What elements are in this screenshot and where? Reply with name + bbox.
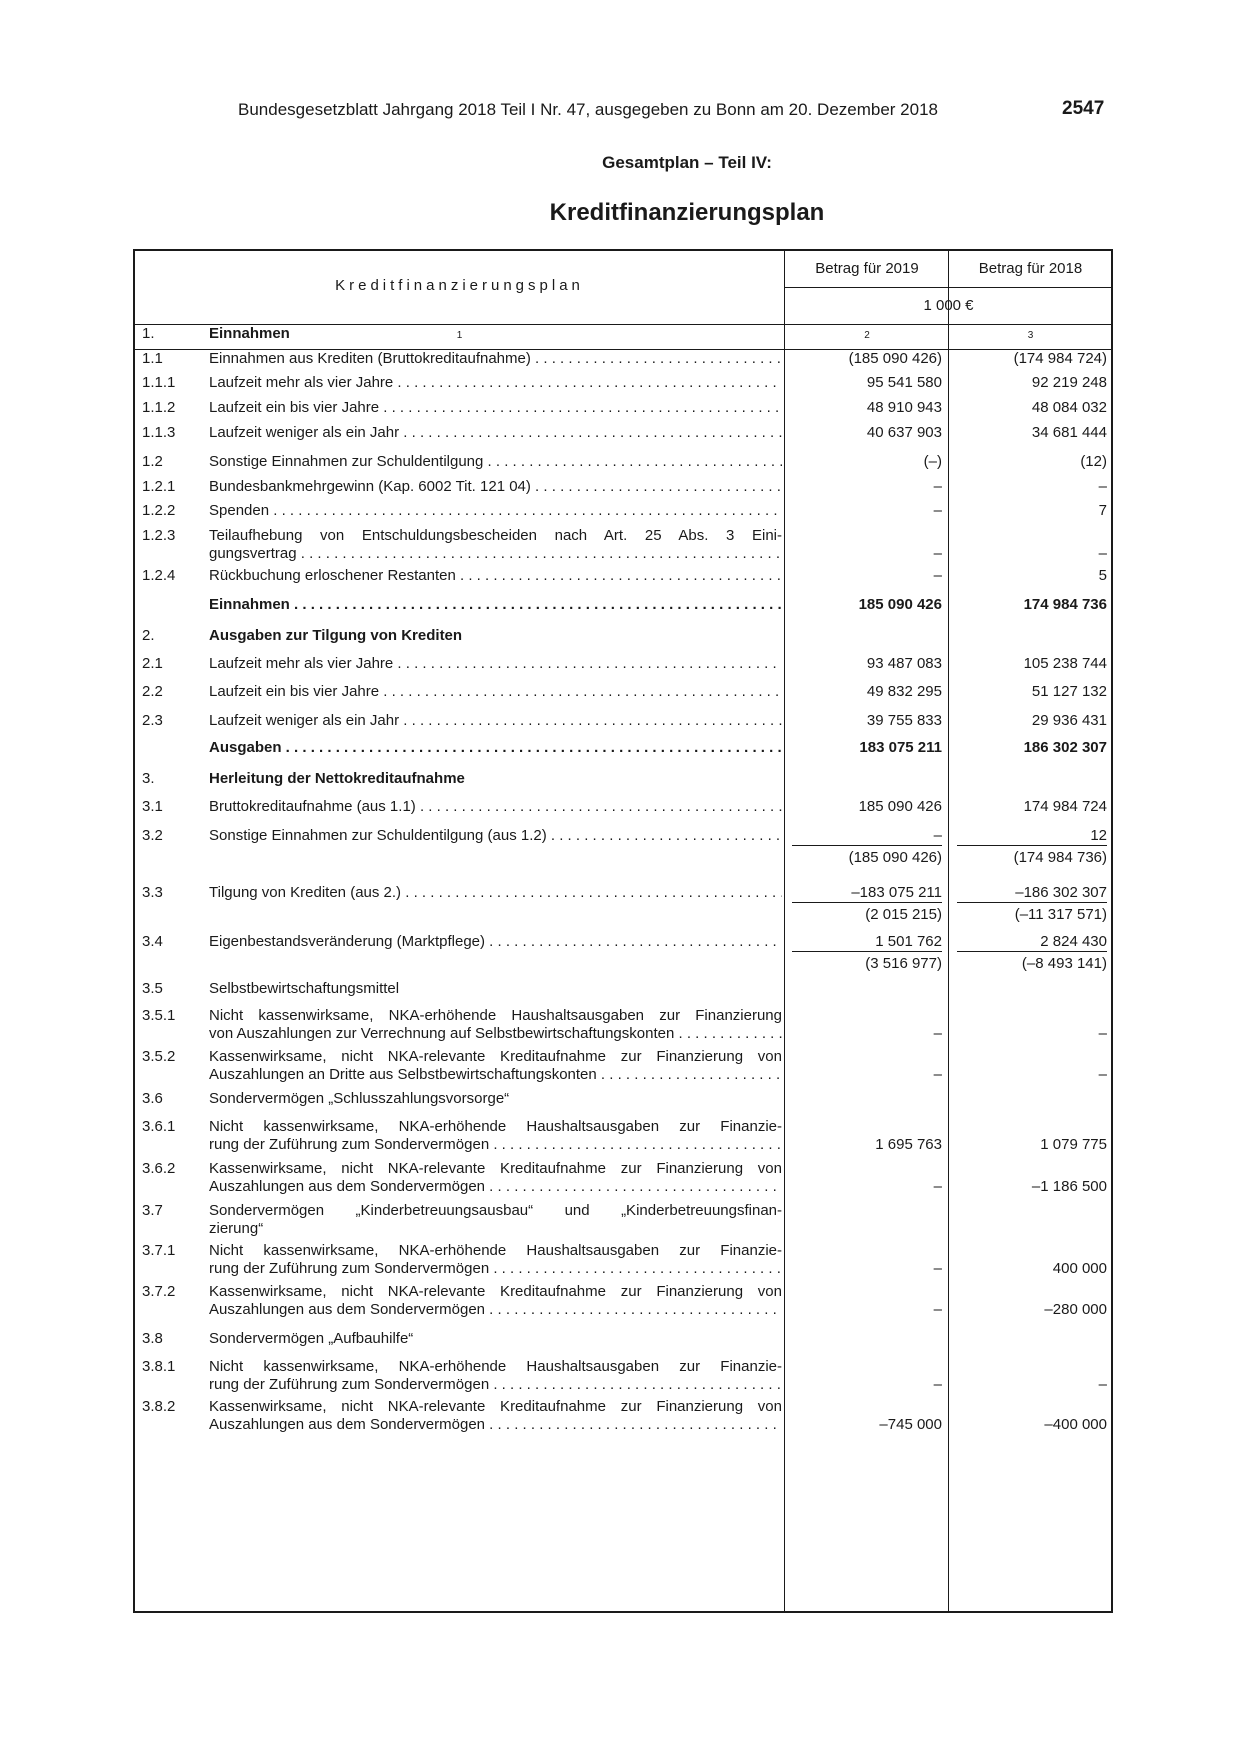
amount-2018: 186 302 307 [1023,739,1107,756]
row-number: 3.7.2 [142,1283,176,1300]
row-label-text: Auszahlungen aus dem Sondervermögen [209,1416,486,1433]
row-number: 1. [142,325,155,342]
row-number: 3.5.1 [142,1007,176,1024]
amount-2018: (174 984 724) [1013,350,1107,367]
row-number: 3.6 [142,1090,163,1107]
row-label-text: Bundesbankmehrgewinn (Kap. 6002 Tit. 121 04) [209,478,531,495]
row-label-text: Laufzeit ein bis vier Jahre [209,399,380,416]
row-number: 3.5.2 [142,1048,176,1065]
row-label [209,739,782,757]
amount-2019: – [933,1376,942,1393]
row-label-text: Sonstige Einnahmen zur Schuldentilgung [209,453,484,470]
row-label-text: Sondervermögen „Aufbauhilfe“ [209,1330,414,1347]
amount-2018: – [1098,545,1107,562]
row-label-text: Ausgaben [209,739,282,756]
amount-2019: – [933,545,942,562]
row-label [209,798,782,816]
row-label [209,596,782,614]
row-number: 2.1 [142,655,163,672]
row-label [209,1283,782,1319]
row-label [209,502,782,520]
row-label-text: Selbstbewirtschaftungsmittel [209,980,400,997]
amount-2019: 1 501 762 [789,933,942,952]
row-label-text: rung der Zuführung zum Sondervermögen [209,1260,490,1277]
row-label [209,1242,782,1278]
subtotal-2019: (185 090 426) [848,849,942,866]
amount-2018: – [1098,478,1107,495]
row-label-text: Laufzeit mehr als vier Jahre [209,655,394,672]
col-num-3: 3 [1027,330,1034,341]
row-label-text: Bruttokreditaufnahme (aus 1.1) [209,798,416,815]
row-label [209,1118,782,1154]
amount-2019: –183 075 211 [789,884,942,903]
amount-2019: 95 541 580 [866,374,942,391]
amount-2019: 185 090 426 [858,798,942,815]
amount-2018: – [1098,1376,1107,1393]
row-label [209,827,782,845]
amount-2019: 49 832 295 [866,683,942,700]
row-number: 2.3 [142,712,163,729]
row-label [209,1358,782,1394]
amount-2018: –186 302 307 [953,884,1107,903]
row-label [209,374,782,392]
row-label-line1: Nicht kassenwirksame, NKA-erhöhende Haushaltsausgaben zur Finanzie- [209,1358,782,1375]
amount-2019: 185 090 426 [858,596,942,613]
row-label [209,527,782,563]
col-divider-1 [784,251,785,1611]
row-label [209,683,782,701]
row-number: 1.1.3 [142,424,176,441]
amount-2019: – [933,502,942,519]
row-number: 1.1.2 [142,399,176,416]
row-label-line1: Teilaufhebung von Entschuldungsbescheiden nach Art. 25 Abs. 3 Eini- [209,527,782,544]
row-label-text: Eigenbestandsveränderung (Marktpflege) [209,933,485,950]
row-label-line1: Sondervermögen „Kinderbetreuungsausbau“ und „Kinderbetreuungsfinan- [209,1202,782,1219]
table-head-label: Kreditfinanzierungsplan [335,277,584,294]
row-label [209,424,782,442]
amount-2018: 92 219 248 [1031,374,1107,391]
amount-2018: 174 984 736 [1023,596,1107,613]
row-label [209,1202,782,1238]
row-label [209,980,782,998]
amount-2018: 5 [1098,567,1107,584]
row-label-text: zierung“ [209,1220,264,1237]
row-label-text: Einnahmen aus Krediten (Bruttokreditaufnahme) [209,350,531,367]
amount-2019: – [933,1066,942,1083]
subtotal-2019: (3 516 977) [865,955,942,972]
row-number: 2.2 [142,683,163,700]
running-header: Bundesgesetzblatt Jahrgang 2018 Teil I Nr. 47, ausgegeben zu Bonn am 20. Dezember 2018 [238,100,938,119]
amount-2018: –280 000 [1044,1301,1107,1318]
row-label [209,655,782,673]
row-label-text: Sonstige Einnahmen zur Schuldentilgung (aus 1.2) [209,827,547,844]
amount-2019: 48 910 943 [866,399,942,416]
row-label [209,1398,782,1434]
row-number: 1.2.3 [142,527,176,544]
row-number: 1.1 [142,350,163,367]
unit-label: 1 000 € [923,297,974,314]
row-label-line1: Nicht kassenwirksame, NKA-erhöhende Haushaltsausgaben zur Finanzie- [209,1242,782,1259]
amount-2019: (–) [923,453,942,470]
row-label-text: Auszahlungen an Dritte aus Selbstbewirtschaftungskonten [209,1066,597,1083]
row-label-line1: Kassenwirksame, nicht NKA-relevante Kreditaufnahme zur Finanzierung von [209,1283,782,1300]
row-label-text: Auszahlungen aus dem Sondervermögen [209,1178,486,1195]
amount-2018: 51 127 132 [1031,683,1107,700]
row-label [209,933,782,951]
row-label [209,884,782,902]
page-number: 2547 [1062,98,1105,119]
amount-2018: 2 824 430 [953,933,1107,952]
row-label-text: rung der Zuführung zum Sondervermögen [209,1136,490,1153]
header-divider-amount [784,287,1111,288]
subtotal-2019: (2 015 215) [865,906,942,923]
amount-2019: – [933,567,942,584]
row-number: 1.2.2 [142,502,176,519]
row-label-text: von Auszahlungen zur Verrechnung auf Selbstbewirtschaftungskonten [209,1025,675,1042]
col-head-2019: Betrag für 2019 [815,260,919,277]
row-label-line1: Nicht kassenwirksame, NKA-erhöhende Haushaltsausgaben zur Finanzierung [209,1007,782,1024]
row-label [209,478,782,496]
row-number: 3.8.2 [142,1398,176,1415]
amount-2018: 48 084 032 [1031,399,1107,416]
row-label [209,712,782,730]
row-label [209,399,782,417]
row-number: 3.4 [142,933,163,950]
row-number: 3.7.1 [142,1242,176,1259]
row-number: 3.6.1 [142,1118,176,1135]
row-number: 1.1.1 [142,374,176,391]
amount-2019: 183 075 211 [859,739,942,756]
row-number: 3.3 [142,884,163,901]
row-label-text: rung der Zuführung zum Sondervermögen [209,1376,490,1393]
row-label [209,1048,782,1084]
subtitle: Gesamtplan – Teil IV: [602,153,772,172]
row-label [209,350,782,368]
row-number: 3.1 [142,798,163,815]
amount-2019: – [933,1178,942,1195]
row-number: 3.2 [142,827,163,844]
amount-2018: 105 238 744 [1023,655,1107,672]
row-label-text: Einnahmen [209,325,290,342]
amount-2019: 39 755 833 [866,712,942,729]
row-label-text: Laufzeit weniger als ein Jahr [209,712,400,729]
amount-2018: 29 936 431 [1031,712,1107,729]
amount-2018: 12 [953,827,1107,846]
row-label [209,770,782,788]
row-label-line1: Kassenwirksame, nicht NKA-relevante Kreditaufnahme zur Finanzierung von [209,1048,782,1065]
amount-2019: 93 487 083 [866,655,942,672]
row-label-text: Einnahmen [209,596,290,613]
row-label [209,325,782,343]
row-label-line1: Kassenwirksame, nicht NKA-relevante Kreditaufnahme zur Finanzierung von [209,1398,782,1415]
row-label-line1: Nicht kassenwirksame, NKA-erhöhende Haushaltsausgaben zur Finanzie- [209,1118,782,1135]
row-number: 3.7 [142,1202,163,1219]
amount-2018: 7 [1098,502,1107,519]
amount-2018: 1 079 775 [1040,1136,1107,1153]
amount-2018: (12) [1080,453,1107,470]
row-label-text: Rückbuchung erloschener Restanten [209,567,456,584]
row-label-text: Laufzeit ein bis vier Jahre [209,683,380,700]
row-number: 3.6.2 [142,1160,176,1177]
row-number: 3.8 [142,1330,163,1347]
col-num-2: 2 [864,330,870,341]
row-label [209,1160,782,1196]
amount-2019: – [933,1260,942,1277]
subtotal-2018: (–8 493 141) [1021,955,1107,972]
row-number: 2. [142,627,155,644]
row-label [209,1007,782,1043]
subtotal-2018: (174 984 736) [1013,849,1107,866]
row-label-line1: Kassenwirksame, nicht NKA-relevante Kreditaufnahme zur Finanzierung von [209,1160,782,1177]
row-number: 3.8.1 [142,1358,176,1375]
row-number: 1.2.1 [142,478,176,495]
amount-2018: –1 186 500 [1031,1178,1107,1195]
row-label-text: Spenden [209,502,270,519]
row-label-text: Ausgaben zur Tilgung von Krediten [209,627,463,644]
page-title: Kreditfinanzierungsplan [549,199,825,226]
amount-2019: 40 637 903 [866,424,942,441]
amount-2019: – [933,1301,942,1318]
row-label-text: gungsvertrag [209,545,297,562]
amount-2019: – [789,827,942,846]
row-number: 3.5 [142,980,163,997]
col-num-1: 1 [456,330,463,341]
row-label-text: Tilgung von Krediten (aus 2.) [209,884,402,901]
row-label-text: Sondervermögen „Schlusszahlungsvorsorge“ [209,1090,510,1107]
amount-2018: –400 000 [1044,1416,1107,1433]
row-label-text: Laufzeit mehr als vier Jahre [209,374,394,391]
amount-2018: – [1098,1066,1107,1083]
row-number: 1.2 [142,453,163,470]
col-divider-2 [948,251,949,1611]
finance-table [133,249,1113,1613]
row-number: 1.2.4 [142,567,176,584]
amount-2018: 400 000 [1052,1260,1107,1277]
amount-2018: 174 984 724 [1023,798,1107,815]
row-label [209,1090,782,1108]
amount-2018: – [1098,1025,1107,1042]
amount-2019: – [933,1025,942,1042]
row-label [209,1330,782,1348]
subtotal-2018: (–11 317 571) [1014,906,1107,923]
row-label-text: Laufzeit weniger als ein Jahr [209,424,400,441]
amount-2018: 34 681 444 [1031,424,1107,441]
amount-2019: –745 000 [879,1416,942,1433]
row-label [209,627,782,645]
amount-2019: – [933,478,942,495]
amount-2019: 1 695 763 [875,1136,942,1153]
row-label [209,567,782,585]
row-label-text: Herleitung der Nettokreditaufnahme [209,770,465,787]
row-label-text: Auszahlungen aus dem Sondervermögen [209,1301,486,1318]
row-number: 3. [142,770,155,787]
amount-2019: (185 090 426) [848,350,942,367]
row-label [209,453,782,471]
col-head-2018: Betrag für 2018 [978,260,1083,277]
